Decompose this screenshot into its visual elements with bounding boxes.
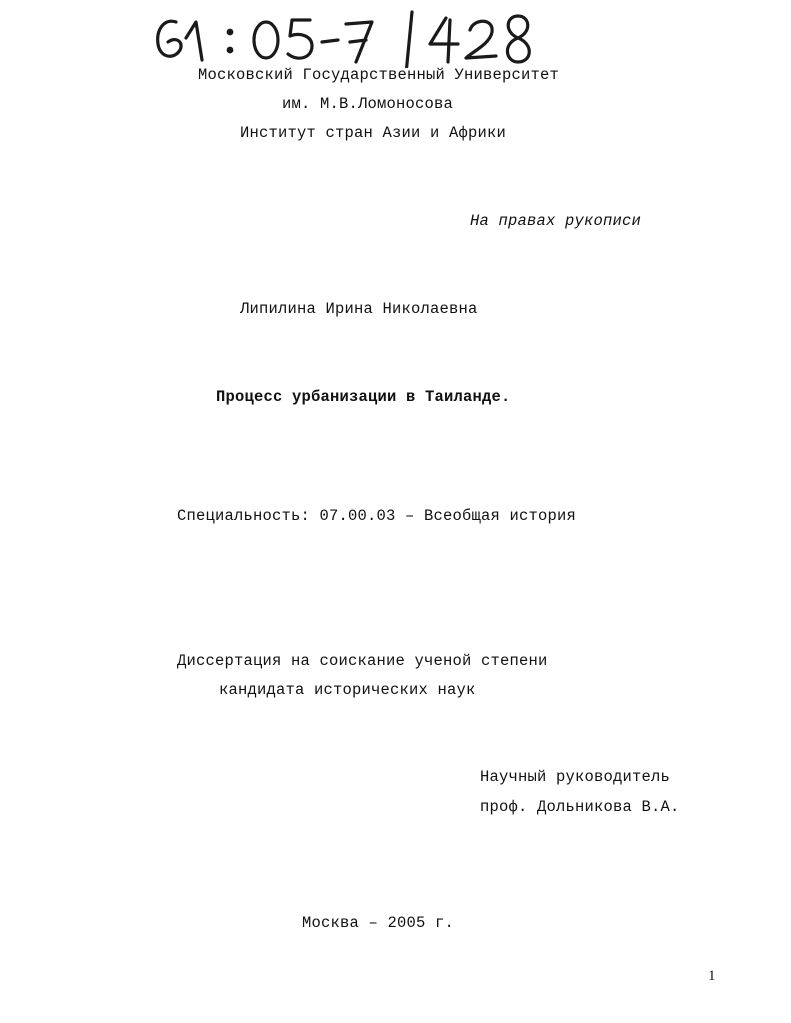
dissertation-title: Процесс урбанизации в Таиланде. <box>216 388 511 406</box>
dissertation-degree-line-1: Диссертация на соискание ученой степени <box>177 652 548 670</box>
specialty-line: Специальность: 07.00.03 – Всеобщая история <box>177 507 577 525</box>
university-name: Московский Государственный Университет <box>198 66 560 84</box>
handwritten-archive-code <box>150 8 550 68</box>
supervisor-name: проф. Дольникова В.А. <box>480 798 680 816</box>
university-named-after: им. М.В.Ломоносова <box>282 95 454 113</box>
page-number: 1 <box>708 968 716 984</box>
city-year: Москва – 2005 г. <box>302 914 455 932</box>
supervisor-role: Научный руководитель <box>480 768 671 786</box>
author-name: Липилина Ирина Николаевна <box>240 300 478 318</box>
manuscript-note: На правах рукописи <box>470 212 642 230</box>
institute-name: Институт стран Азии и Африки <box>240 124 507 142</box>
dissertation-degree-line-2: кандидата исторических наук <box>219 681 476 699</box>
